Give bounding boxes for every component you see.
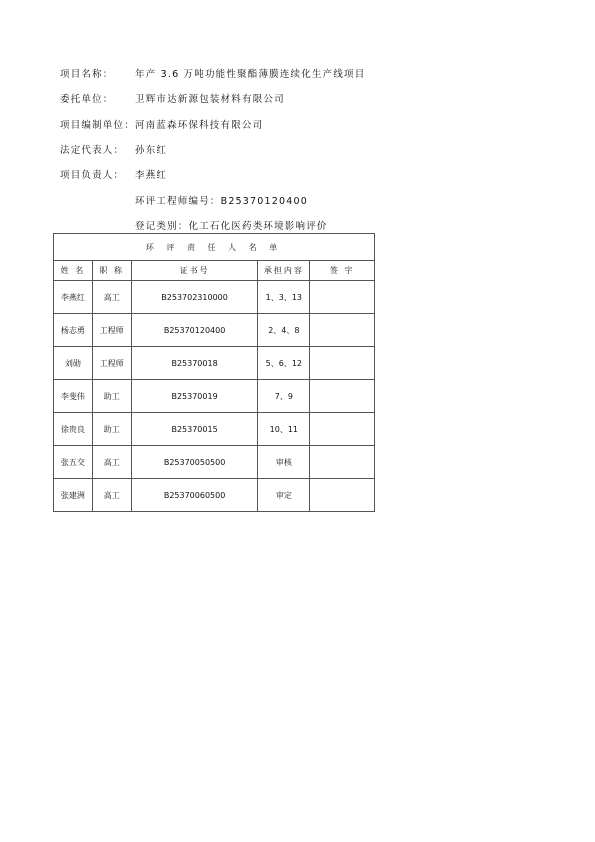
legal-rep-label: 法定代表人： bbox=[60, 145, 125, 156]
table-row bbox=[54, 347, 375, 380]
table-caption: 环 评 责 任 人 名 单 bbox=[54, 234, 375, 261]
cell-title: 高工 bbox=[92, 281, 131, 314]
cell-cert: B25370060500 bbox=[131, 479, 258, 512]
cell-cert: B25370120400 bbox=[131, 314, 258, 347]
table-row bbox=[54, 446, 375, 479]
cell-name: 李斐伟 bbox=[54, 380, 93, 413]
responsibility-table bbox=[53, 233, 375, 512]
cell-title: 高工 bbox=[92, 479, 131, 512]
table-row bbox=[54, 479, 375, 512]
header-sign: 签 字 bbox=[310, 261, 375, 281]
cell-content: 5、6、12 bbox=[258, 347, 310, 380]
project-name-row bbox=[60, 66, 366, 80]
cell-cert: B25370018 bbox=[131, 347, 258, 380]
cell-title: 工程师 bbox=[92, 314, 131, 347]
table-row bbox=[54, 413, 375, 446]
cell-title: 助工 bbox=[92, 380, 131, 413]
cell-sign bbox=[310, 479, 375, 512]
table-header-row bbox=[54, 261, 375, 281]
cell-title: 高工 bbox=[92, 446, 131, 479]
cell-name: 张五交 bbox=[54, 446, 93, 479]
header-content: 承担内容 bbox=[258, 261, 310, 281]
manager-label: 项目负责人： bbox=[60, 170, 125, 181]
cell-name: 张建洲 bbox=[54, 479, 93, 512]
cell-cert: B25370019 bbox=[131, 380, 258, 413]
cell-content: 10、11 bbox=[258, 413, 310, 446]
header-name: 姓 名 bbox=[54, 261, 93, 281]
table-caption-row bbox=[54, 234, 375, 261]
cell-cert: B25370015 bbox=[131, 413, 258, 446]
cell-sign bbox=[310, 446, 375, 479]
cell-name: 刘勋 bbox=[54, 347, 93, 380]
cell-sign bbox=[310, 314, 375, 347]
cell-sign bbox=[310, 347, 375, 380]
project-name-value: 年产 3.6 万吨功能性聚酯薄膜连续化生产线项目 bbox=[135, 69, 366, 80]
legal-rep-value: 孙东红 bbox=[135, 145, 168, 156]
cell-title: 工程师 bbox=[92, 347, 131, 380]
legal-rep-row bbox=[60, 142, 168, 156]
cell-title: 助工 bbox=[92, 413, 131, 446]
registration-category: 登记类别：化工石化医药类环境影响评价 bbox=[135, 221, 328, 232]
cell-content: 2、4、8 bbox=[258, 314, 310, 347]
cell-name: 杨志勇 bbox=[54, 314, 93, 347]
project-name-label: 项目名称： bbox=[60, 69, 114, 80]
compiler-value: 河南蓝森环保科技有限公司 bbox=[134, 120, 264, 131]
cell-sign bbox=[310, 380, 375, 413]
manager-row bbox=[60, 167, 168, 181]
header-title: 职 称 bbox=[92, 261, 131, 281]
cell-content: 1、3、13 bbox=[258, 281, 310, 314]
cell-cert: B25370050500 bbox=[131, 446, 258, 479]
client-row bbox=[60, 91, 285, 105]
table-row bbox=[54, 314, 375, 347]
client-label: 委托单位： bbox=[60, 94, 114, 105]
cell-name: 徐贵良 bbox=[54, 413, 93, 446]
cell-content: 7、9 bbox=[258, 380, 310, 413]
compiler-label: 项目编制单位： bbox=[60, 120, 135, 131]
table-row bbox=[54, 281, 375, 314]
cell-cert: B253702310000 bbox=[131, 281, 258, 314]
client-value: 卫辉市达新源包装材料有限公司 bbox=[135, 94, 285, 105]
manager-value: 李燕红 bbox=[135, 170, 168, 181]
compiler-row bbox=[60, 117, 263, 131]
header-cert: 证书号 bbox=[131, 261, 258, 281]
engineer-number: 环评工程师编号：B25370120400 bbox=[135, 196, 309, 207]
cell-name: 李燕红 bbox=[54, 281, 93, 314]
cell-content: 审定 bbox=[258, 479, 310, 512]
table-row bbox=[54, 380, 375, 413]
cell-content: 审核 bbox=[258, 446, 310, 479]
cell-sign bbox=[310, 281, 375, 314]
cell-sign bbox=[310, 413, 375, 446]
